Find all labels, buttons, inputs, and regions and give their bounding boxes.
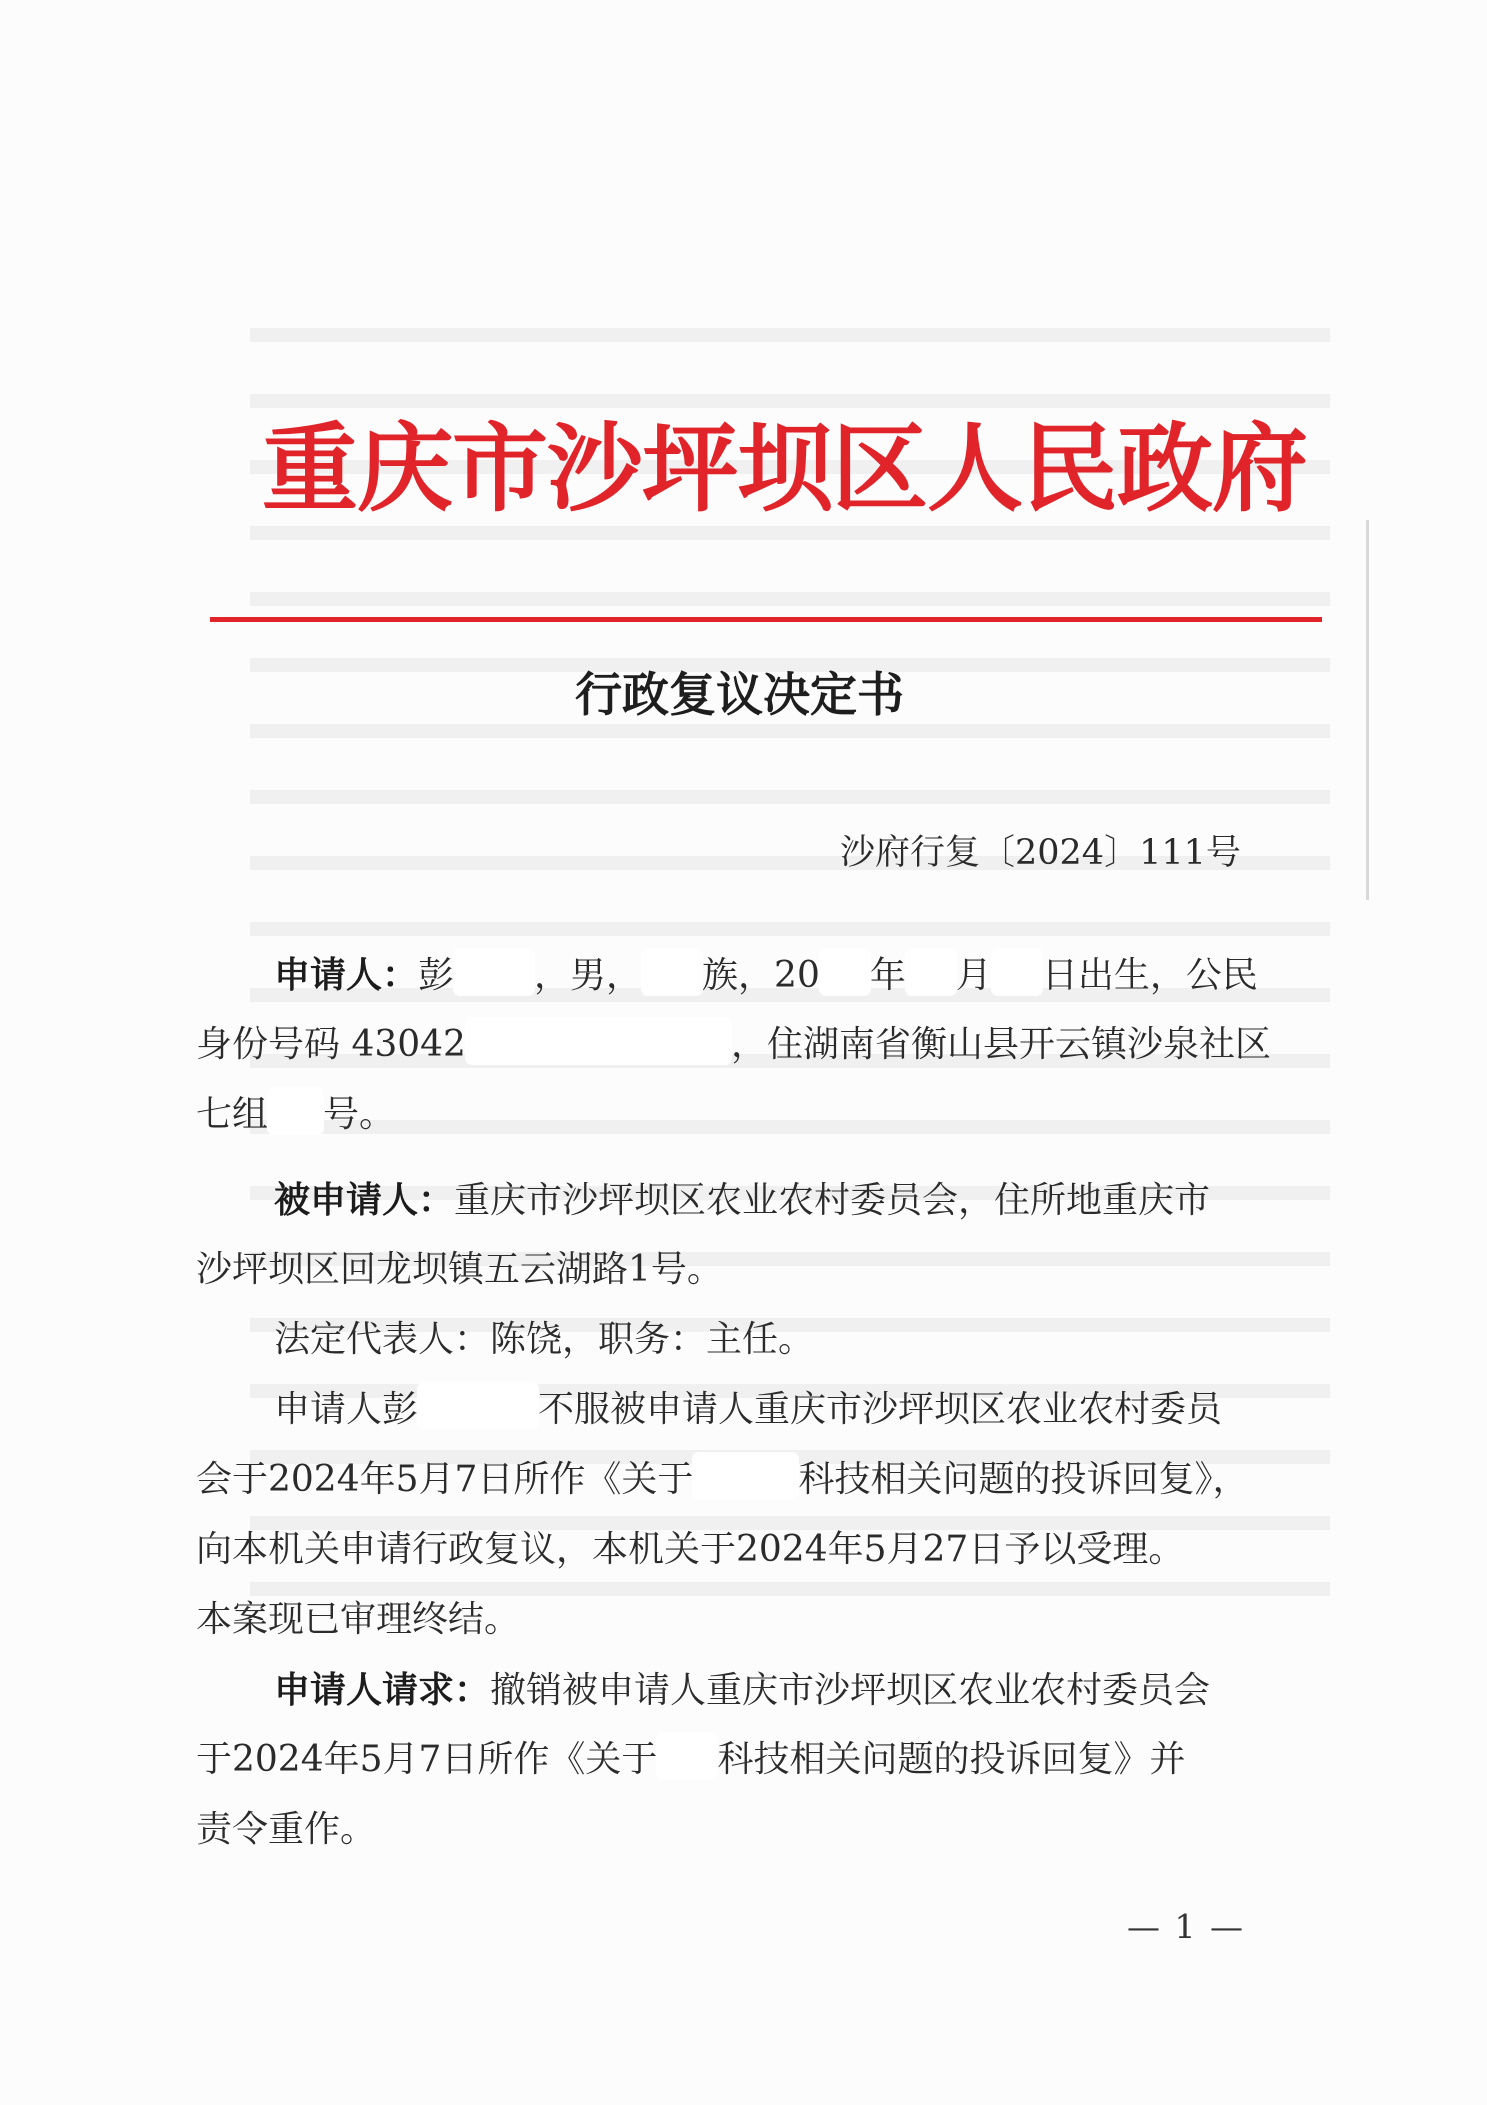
redaction-mark — [693, 1453, 798, 1499]
case-line-2: 会于2024年5月7日所作《关于 科技相关问题的投诉回复》， — [196, 1445, 1312, 1515]
page-number: — 1 — — [1127, 1907, 1245, 1946]
respondent-label: 被申请人： — [274, 1179, 455, 1221]
request-line-3: 责令重作。 — [196, 1809, 377, 1850]
redaction-mark — [466, 1018, 731, 1064]
legal-rep-line: 法定代表人：陈饶，职务：主任。 — [274, 1319, 815, 1360]
applicant-paragraph — [196, 940, 1312, 1150]
document-number: 沙府行复〔2024〕111号 — [840, 833, 1241, 873]
request-label: 申请人请求： — [274, 1669, 491, 1711]
case-paragraph — [196, 1375, 1312, 1655]
request-line-1: 申请人请求：撤销被申请人重庆市沙坪坝区农业农村委员会 — [274, 1669, 1211, 1711]
scan-edge-mark — [1366, 520, 1369, 900]
applicant-line-2: 身份号码 43042 ，住湖南省衡山县开云镇沙泉社区 — [196, 1010, 1312, 1080]
respondent-line-1: 被申请人：重庆市沙坪坝区农业农村委员会，住所地重庆市 — [274, 1179, 1211, 1221]
redaction-mark — [454, 949, 534, 995]
redaction-mark — [820, 949, 870, 995]
request-paragraph — [196, 1655, 1312, 1865]
applicant-line-1: 申请人：彭 ，男， 族，20 年 月 日出生，公民 — [196, 940, 1312, 1010]
redaction-mark — [657, 1733, 717, 1779]
red-divider-line — [210, 617, 1322, 622]
respondent-paragraph — [196, 1165, 1312, 1305]
request-line-2: 于2024年5月7日所作《关于 科技相关问题的投诉回复》并 — [196, 1725, 1312, 1795]
case-line-4: 本案现已审理终结。 — [196, 1599, 521, 1640]
redaction-mark — [906, 949, 956, 995]
document-title: 行政复议决定书 — [575, 668, 904, 723]
government-header-title: 重庆市沙坪坝区人民政府 — [262, 413, 1307, 525]
legal-rep-paragraph — [196, 1305, 1312, 1375]
case-line-3: 向本机关申请行政复议，本机关于2024年5月27日予以受理。 — [196, 1529, 1185, 1570]
redaction-mark — [992, 949, 1042, 995]
redaction-mark — [642, 949, 702, 995]
applicant-label: 申请人： — [274, 954, 419, 996]
applicant-line-3: 七组 号。 — [196, 1080, 1312, 1150]
case-line-1: 申请人彭 不服被申请人重庆市沙坪坝区农业农村委员 — [196, 1375, 1312, 1445]
redaction-mark — [418, 1383, 538, 1429]
redaction-mark — [268, 1088, 323, 1134]
respondent-line-2: 沙坪坝区回龙坝镇五云湖路1号。 — [196, 1249, 723, 1290]
